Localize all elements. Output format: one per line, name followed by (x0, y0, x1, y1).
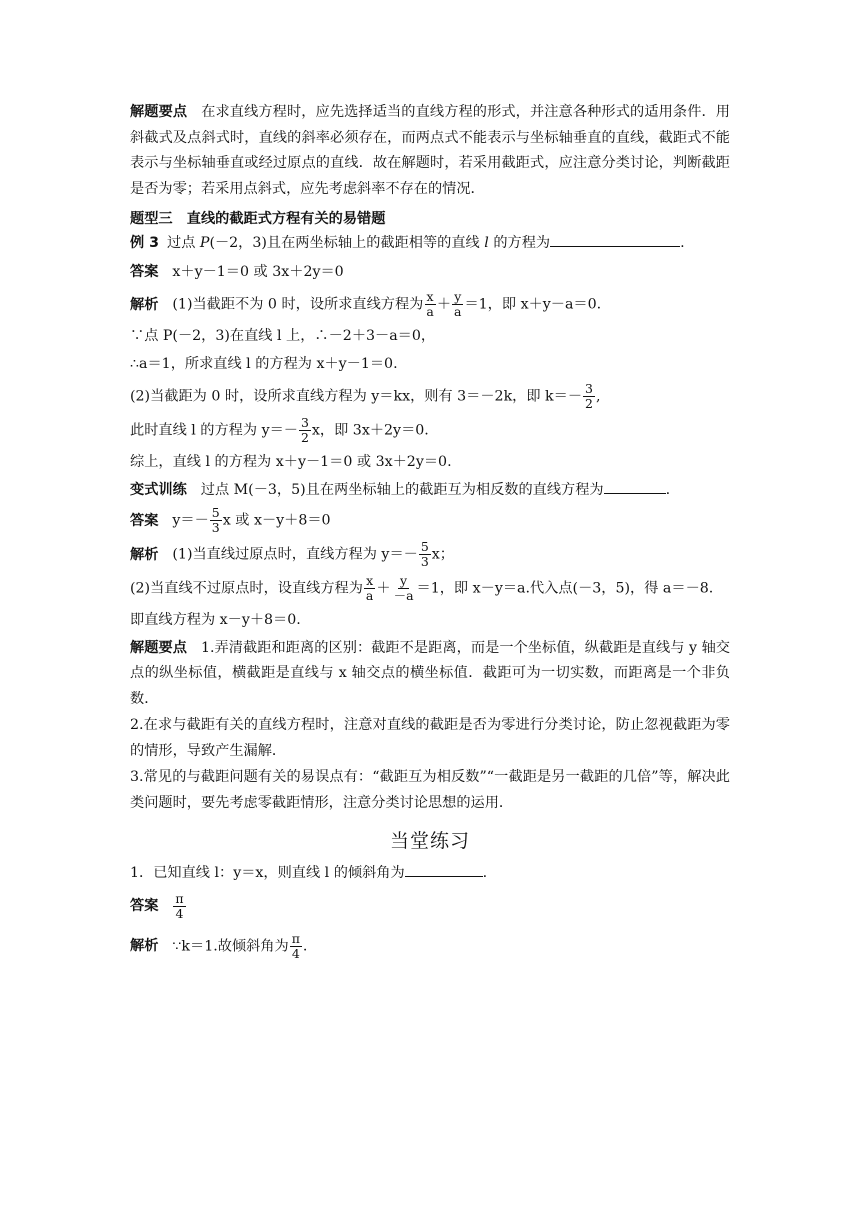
variant-analysis-3: 即直线方程为 x－y＋8＝0. (130, 612, 301, 628)
plus-sign: ＋ (436, 296, 452, 313)
answer-label: 答案 (130, 263, 159, 280)
question-end: . (680, 235, 685, 251)
denominator: a (365, 588, 374, 603)
numerator: 3 (585, 381, 593, 396)
analysis-conclusion: 综上，直线 l 的方程为 x＋y－1＝0 或 3x＋2y＝0. (130, 454, 452, 470)
answer-text: y＝－ (172, 512, 209, 529)
example-question (130, 231, 730, 257)
question-text: 的方程为 (488, 235, 551, 251)
fraction (173, 892, 185, 921)
fraction (392, 574, 416, 603)
answer-text: x＋y－1＝0 或 3x＋2y＝0 (172, 263, 344, 280)
denominator: －a (393, 588, 414, 603)
question-text: 过点 M(－3，5)且在两坐标轴上的截距互为相反数的直线方程为 (200, 481, 604, 498)
fraction (299, 416, 311, 445)
step-text: (2)当截距为 0 时，设所求直线方程为 y＝kx，则有 3＝－2k，即 k＝－ (130, 388, 583, 405)
fraction (364, 574, 375, 603)
denominator: 4 (175, 905, 184, 921)
denominator: 2 (300, 430, 309, 445)
fraction (424, 290, 435, 319)
answer-label: 答案 (130, 512, 159, 529)
denominator: 3 (420, 554, 429, 569)
step-text: . (302, 938, 308, 954)
line-var: l (484, 235, 489, 251)
plus-sign: ＋ (376, 580, 391, 597)
section-title: 题型三 直线的截距式方程有关的易错题 (130, 211, 386, 227)
step-text: ∵k＝1.故倾斜角为 (172, 938, 289, 954)
question-text: 1．已知直线 l：y＝x，则直线 l 的倾斜角为 (130, 865, 405, 881)
variant-answer (130, 506, 730, 535)
tips-label: 解题要点 (130, 639, 187, 656)
analysis-step-3: ∴a＝1，所求直线 l 的方程为 x＋y－1＝0. (130, 355, 398, 372)
practice-heading: 当堂练习 (389, 830, 470, 852)
intro-text: 在求直线方程时，应先选择适当的直线方程的形式，并注意各种形式的适用条件．用斜截式及点斜式时，直线的斜率必须存在，而两点式不能表示与坐标轴垂直的直线，截距式不能表示与坐标轴垂直或经过原点的直线．故在解题时，若采用截距式，应注意分类讨论，判断截距是否为零；若采用点斜式，应先考虑斜率不存在的情况． (130, 104, 730, 197)
step-text: ＝1，即 x－y＝a.代入点(－3，5)，得 a＝－8. (416, 580, 714, 597)
variant-analysis-2 (130, 574, 730, 603)
analysis-label: 解析 (130, 938, 159, 954)
step-text: , (596, 388, 601, 405)
numerator: 3 (300, 415, 309, 430)
step-text: 此时直线 l 的方程为 y＝－ (130, 422, 298, 439)
example-label: 例 3 (130, 235, 159, 251)
numerator: y (454, 289, 462, 304)
numerator: 5 (420, 539, 429, 554)
analysis-step-1 (130, 290, 730, 319)
analysis-step-4 (130, 382, 730, 411)
answer-label: 答案 (130, 898, 159, 914)
numerator: x (426, 289, 434, 304)
tips-item-3: 3.常见的与截距问题有关的易误点有：“截距互为相反数”“一截距是另一截距的几倍”等，解决此类问题时，要先考虑零截距情形，注意分类讨论思想的运用． (130, 769, 730, 811)
variant-question (130, 478, 730, 504)
fraction (419, 540, 431, 569)
answer-text: x 或 x－y＋8＝0 (222, 512, 331, 529)
step-text: x，即 3x＋2y＝0. (311, 422, 429, 439)
question-text: (－2，3)且在两坐标轴上的截距相等的直线 (209, 235, 485, 251)
tip-text: 1.弄清截距和距离的区别：截距不是距离，而是一个坐标值，纵截距是直线与 y 轴交点的纵坐标值，横截距是直线与 x 轴交点的横坐标值．截距可为一切实数，而距离是一个非负数． (130, 639, 730, 707)
question-end: . (482, 865, 488, 881)
step-text: (1)当直线过原点时，直线方程为 y＝－ (172, 546, 418, 563)
step-text: x； (431, 546, 454, 563)
question-end: . (665, 481, 671, 498)
answer-blank (550, 232, 680, 247)
fraction (290, 932, 302, 961)
step-text: (2)当直线不过原点时，设直线方程为 (130, 580, 363, 597)
analysis-label: 解析 (130, 296, 159, 313)
analysis-step-2: ∵点 P(－2，3)在直线 l 上，∴－2＋3－a＝0， (130, 328, 436, 344)
variant-label: 变式训练 (130, 481, 187, 498)
fraction (210, 506, 222, 535)
step-text: ＝1，即 x＋y－a＝0. (464, 296, 602, 313)
fraction (452, 290, 463, 319)
denominator: a (454, 304, 462, 319)
denominator: 4 (291, 945, 300, 961)
numerator: π (291, 930, 300, 946)
tips-item-1 (130, 636, 730, 713)
practice-question-1 (130, 861, 730, 887)
step-text: (1)当截距不为 0 时，设所求直线方程为 (172, 296, 424, 313)
denominator: a (426, 304, 434, 319)
practice-answer (130, 892, 730, 921)
denominator: 2 (585, 396, 593, 411)
analysis-step-5 (130, 416, 730, 445)
numerator: y (400, 573, 408, 588)
denominator: 3 (211, 520, 220, 535)
intro-paragraph (130, 100, 730, 202)
document-page (130, 100, 730, 966)
example-answer (130, 260, 730, 286)
numerator: x (366, 573, 374, 588)
fraction (583, 382, 595, 411)
numerator: 5 (211, 505, 220, 520)
intro-label: 解题要点 (130, 104, 188, 120)
analysis-label: 解析 (130, 546, 159, 563)
numerator: π (175, 890, 184, 906)
practice-analysis (130, 932, 730, 961)
answer-blank (604, 479, 666, 494)
point-var: P (199, 235, 210, 251)
answer-blank (405, 862, 483, 877)
tips-item-2: 2.在求与截距有关的直线方程时，注意对直线的截距是否为零进行分类讨论，防止忽视截距为零的情形，导致产生漏解． (130, 717, 730, 759)
variant-analysis-1 (130, 540, 730, 569)
question-text: 过点 (167, 235, 200, 251)
